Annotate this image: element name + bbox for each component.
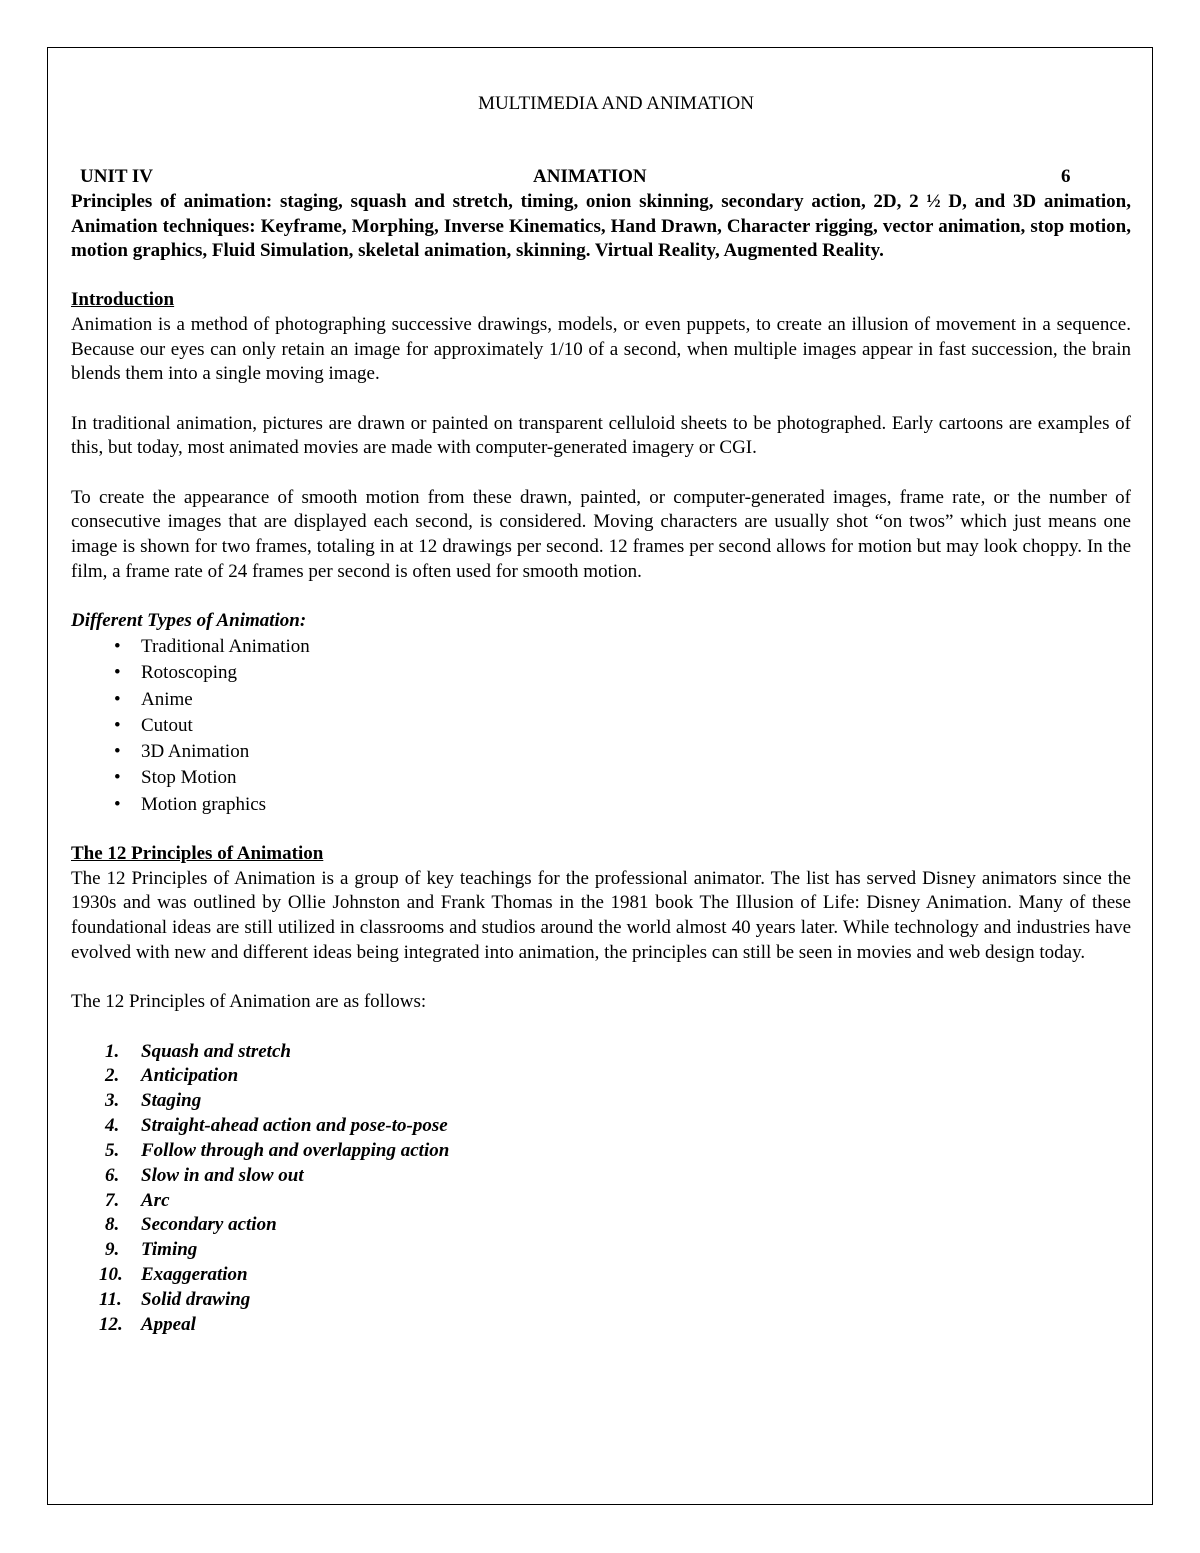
- list-item: [71, 1164, 1131, 1189]
- syllabus-text: Principles of animation: staging, squash and stretch, timing, onion skinning, secondary action, 2D, 2 ½ D, and 3D animation, Animation techniques: Keyframe, Morphing, Inverse Kinematics, Hand Drawn, Character rigging, vector animation, stop motion, motion graphics, Fluid Simulation, skeletal animation, skinning. Virtual Reality, Augmented Reality.: [71, 191, 1131, 262]
- list-item-label: Follow through and overlapping action: [141, 1139, 450, 1161]
- list-item-label: Solid drawing: [141, 1289, 251, 1311]
- list-item-label: Timing: [141, 1239, 198, 1261]
- unit-hours: 6: [1061, 166, 1071, 187]
- list-number: 2.: [105, 1065, 120, 1087]
- list-item: [71, 765, 1131, 791]
- list-item: [71, 1040, 1131, 1065]
- list-item: [71, 660, 1131, 686]
- document-body: [71, 92, 1131, 1338]
- list-item-label: Stop Motion: [141, 767, 237, 789]
- bullet-icon: •: [114, 767, 121, 789]
- list-item: [71, 792, 1131, 818]
- unit-name: ANIMATION: [533, 166, 647, 187]
- types-heading: Different Types of Animation:: [71, 610, 307, 632]
- list-item-label: Staging: [141, 1090, 202, 1112]
- list-item-label: Anime: [141, 688, 193, 710]
- list-item: [71, 687, 1131, 713]
- list-number: 5.: [105, 1139, 120, 1161]
- list-item: [71, 634, 1131, 660]
- unit-header: [71, 165, 1131, 190]
- list-item: [71, 1139, 1131, 1164]
- list-item-label: Cutout: [141, 714, 193, 736]
- list-item: [71, 1213, 1131, 1238]
- list-item-label: Traditional Animation: [141, 635, 310, 657]
- list-item-label: 3D Animation: [141, 741, 250, 763]
- bullet-icon: •: [114, 688, 121, 710]
- principles-list: [71, 1040, 1131, 1338]
- document-title: MULTIMEDIA AND ANIMATION: [478, 93, 754, 114]
- list-item-label: Motion graphics: [141, 793, 267, 815]
- bullet-icon: •: [114, 793, 121, 815]
- principles-intro-line: The 12 Principles of Animation are as follows:: [71, 991, 427, 1013]
- bullet-icon: •: [114, 741, 121, 763]
- intro-paragraph-1: Animation is a method of photographing successive drawings, models, or even puppets, to create an illusion of movement in a sequence. Because our eyes can only retain an image for approximately 1/10 of a second, when multiple images appear in fast succession, the brain blends them into a single moving image.: [71, 313, 1131, 385]
- list-number: 4.: [105, 1115, 120, 1137]
- bullet-icon: •: [114, 635, 121, 657]
- list-number: 11.: [99, 1289, 122, 1311]
- list-item-label: Rotoscoping: [141, 662, 238, 684]
- list-item-label: Squash and stretch: [141, 1040, 291, 1062]
- list-item: [71, 713, 1131, 739]
- unit-label: UNIT IV: [80, 166, 154, 187]
- types-list: [71, 634, 1131, 818]
- list-item: [71, 1089, 1131, 1114]
- bullet-icon: •: [114, 714, 121, 736]
- list-item-label: Anticipation: [141, 1065, 239, 1087]
- list-number: 8.: [105, 1214, 120, 1236]
- list-number: 10.: [99, 1264, 123, 1286]
- list-number: 9.: [105, 1239, 120, 1261]
- list-item: [71, 1288, 1131, 1313]
- list-item: [71, 1313, 1131, 1338]
- list-item: [71, 739, 1131, 765]
- principles-heading: The 12 Principles of Animation: [71, 842, 324, 864]
- list-number: 12.: [99, 1313, 123, 1335]
- list-number: 7.: [105, 1189, 120, 1211]
- list-item-label: Straight-ahead action and pose-to-pose: [141, 1115, 448, 1137]
- list-item-label: Arc: [141, 1189, 170, 1211]
- list-item: [71, 1064, 1131, 1089]
- list-item: [71, 1114, 1131, 1139]
- list-item-label: Secondary action: [141, 1214, 277, 1236]
- bullet-icon: •: [114, 662, 121, 684]
- intro-paragraph-3: To create the appearance of smooth motion from these drawn, painted, or computer-generated images, frame rate, or the number of consecutive images that are displayed each second, is considered. Moving characters are usually shot “on twos” which just means one image is shown for two frames, totaling in at 12 drawings per second. 12 frames per second allows for motion but may look choppy. In the film, a frame rate of 24 frames per second is often used for smooth motion.: [71, 486, 1131, 582]
- intro-paragraph-2: In traditional animation, pictures are drawn or painted on transparent celluloid sheets to be photographed. Early cartoons are examples of this, but today, most animated movies are made with computer-generated imagery or CGI.: [71, 412, 1131, 459]
- list-item: [71, 1189, 1131, 1214]
- list-number: 3.: [105, 1090, 120, 1112]
- introduction-heading: Introduction: [71, 289, 175, 311]
- list-item: [71, 1238, 1131, 1263]
- list-item-label: Appeal: [141, 1313, 196, 1335]
- introduction-section: [71, 313, 1131, 585]
- list-number: 1.: [105, 1040, 120, 1062]
- list-item: [71, 1263, 1131, 1288]
- list-number: 6.: [105, 1164, 120, 1186]
- list-item-label: Slow in and slow out: [141, 1164, 304, 1186]
- list-item-label: Exaggeration: [141, 1264, 248, 1286]
- principles-paragraph: The 12 Principles of Animation is a group of key teachings for the professional animator. The list has served Disney animators since the 1930s and was outlined by Ollie Johnston and Frank Thomas in the 1981 book The Illusion of Life: Disney Animation. Many of these foundational ideas are still utilized in classrooms and studios around the world almost 40 years later. While technology and industries have evolved with new and different ideas being integrated into animation, the principles can still be seen in movies and web design today.: [71, 867, 1131, 963]
